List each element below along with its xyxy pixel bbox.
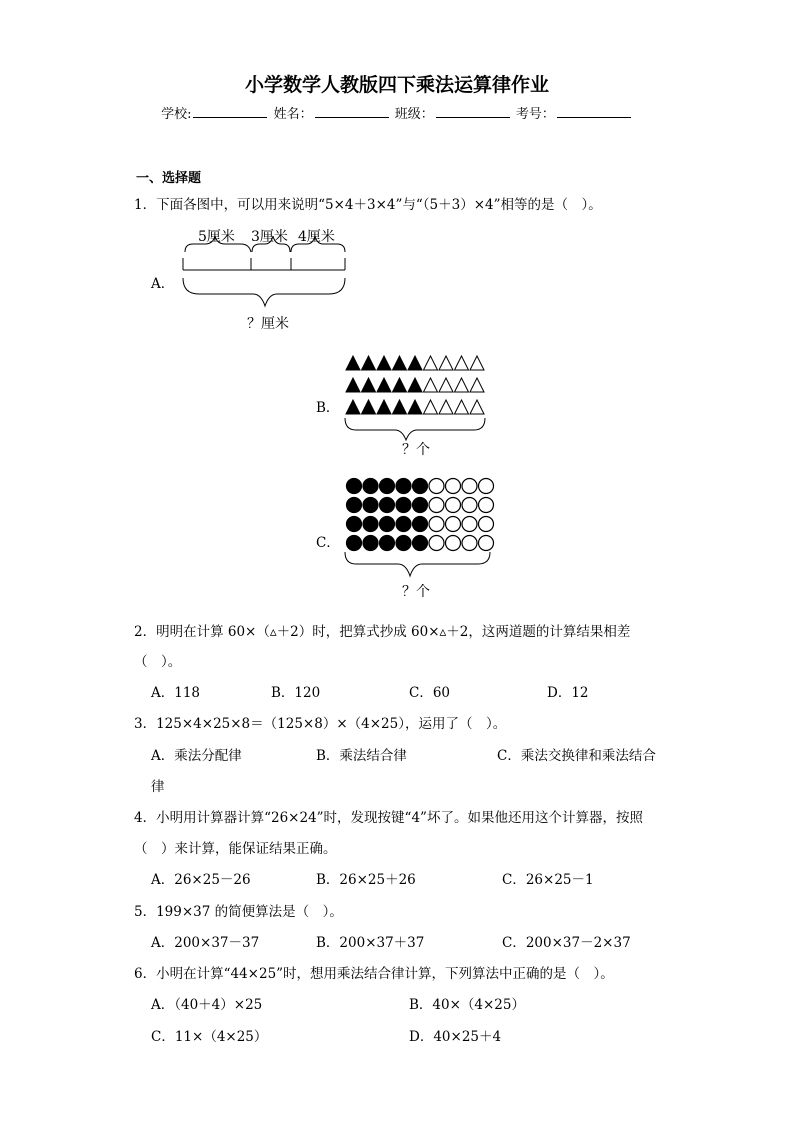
q1-option-a-label: A． [151, 276, 175, 292]
filled-circle [413, 517, 428, 532]
q2-option-b: B．120 [271, 685, 321, 701]
hollow-triangle [439, 378, 453, 392]
brace-circles [345, 552, 490, 576]
filled-triangle [377, 378, 391, 392]
hollow-circle [479, 536, 494, 551]
hollow-circle [429, 517, 444, 532]
hollow-triangle [455, 356, 469, 370]
filled-circle [347, 498, 362, 513]
filled-triangle [346, 378, 360, 392]
filled-triangle [362, 356, 376, 370]
hollow-circle [446, 517, 461, 532]
hollow-triangle [439, 400, 453, 414]
q2-option-c: C．60 [409, 685, 451, 701]
q1-option-c-label: C． [316, 535, 340, 551]
hollow-triangle [470, 378, 484, 392]
filled-circle [396, 536, 411, 551]
filled-circle [347, 479, 362, 494]
question-2-cont: （ ）。 [134, 654, 182, 670]
q6-option-a: A．（40＋4）×25 [151, 997, 263, 1013]
hollow-triangle [470, 400, 484, 414]
q5-option-a: A．200×37－37 [151, 935, 260, 951]
hollow-circle [479, 479, 494, 494]
hollow-circle [429, 536, 444, 551]
hollow-circle [462, 517, 477, 532]
triangles [346, 356, 484, 414]
question-1: 1．下面各图中，可以用来说明“5×4＋3×4”与“（5＋3）×4”相等的是（ ）。 [134, 197, 602, 213]
label-total-triangles: ？个 [402, 442, 430, 458]
school-label: 学校: [161, 107, 192, 122]
hollow-triangle [470, 356, 484, 370]
brace-total [183, 278, 345, 306]
hollow-circle [446, 479, 461, 494]
label-total-circles: ？个 [402, 584, 430, 600]
circle-array [340, 472, 500, 602]
class-label: 班级： [394, 107, 434, 122]
q6-option-d: D．40×25＋4 [409, 1029, 502, 1045]
segment-diagram [175, 224, 355, 336]
circles [347, 479, 494, 551]
name-label: 姓名： [273, 107, 313, 122]
filled-triangle [362, 378, 376, 392]
hollow-triangle [455, 378, 469, 392]
student-info [0, 103, 794, 122]
q5-option-b: B．200×37＋37 [316, 935, 425, 951]
filled-circle [363, 479, 378, 494]
hollow-triangle [424, 378, 438, 392]
filled-circle [363, 498, 378, 513]
filled-circle [363, 536, 378, 551]
filled-circle [396, 498, 411, 513]
q4-option-b: B．26×25＋26 [316, 872, 416, 888]
brace-triangles [345, 418, 485, 440]
filled-circle [413, 479, 428, 494]
filled-circle [347, 517, 362, 532]
filled-triangle [393, 378, 407, 392]
filled-circle [396, 479, 411, 494]
filled-triangle [393, 400, 407, 414]
triangle-array [340, 350, 490, 460]
hollow-circle [429, 479, 444, 494]
filled-circle [380, 479, 395, 494]
q3-option-c: C．乘法交换律和乘法结合 [497, 748, 656, 764]
hollow-circle [446, 498, 461, 513]
class-blank [436, 105, 510, 118]
filled-triangle [408, 378, 422, 392]
question-5: 5．199×37 的简便算法是（ ）。 [134, 904, 343, 920]
question-2: 2．明明在计算 60×（▵＋2）时，把算式抄成 60×▵＋2，这两道题的计算结果相差 [134, 624, 631, 640]
filled-circle [380, 498, 395, 513]
q2-option-d: D．12 [547, 685, 589, 701]
filled-circle [380, 536, 395, 551]
number-blank [557, 105, 631, 118]
q4-option-a: A．26×25－26 [151, 872, 251, 888]
hollow-triangle [424, 400, 438, 414]
filled-circle [363, 517, 378, 532]
filled-circle [380, 517, 395, 532]
hollow-circle [462, 498, 477, 513]
question-6: 6．小明在计算“44×25”时，想用乘法结合律计算，下列算法中正确的是（ ）。 [134, 966, 614, 982]
question-4-cont: （ ）来计算，能保证结果正确。 [134, 841, 337, 857]
section-heading: 一、选择题 [136, 171, 202, 186]
filled-triangle [408, 356, 422, 370]
hollow-circle [479, 498, 494, 513]
q6-option-c: C．11×（4×25） [151, 1029, 268, 1045]
name-blank [315, 105, 389, 118]
filled-triangle [346, 356, 360, 370]
q1-option-b-label: B． [316, 400, 340, 416]
filled-triangle [377, 356, 391, 370]
label-5cm: 5厘米 [198, 229, 235, 245]
page-title: 小学数学人教版四下乘法运算律作业 [244, 74, 549, 96]
filled-circle [396, 517, 411, 532]
school-blank [193, 105, 267, 118]
label-3cm: 3厘米 [251, 229, 288, 245]
hollow-circle [446, 536, 461, 551]
filled-circle [413, 536, 428, 551]
label-total-cm: ？厘米 [247, 316, 289, 332]
hollow-triangle [455, 400, 469, 414]
hollow-triangle [424, 356, 438, 370]
q5-option-c: C．200×37－2×37 [502, 935, 631, 951]
q3-option-a: A．乘法分配律 [151, 748, 242, 764]
filled-triangle [346, 400, 360, 414]
q3-option-c-wrap: 律 [151, 779, 165, 795]
hollow-circle [462, 536, 477, 551]
q3-option-b: B．乘法结合律 [316, 748, 407, 764]
filled-triangle [377, 400, 391, 414]
q6-option-b: B．40×（4×25） [409, 997, 525, 1013]
hollow-circle [462, 479, 477, 494]
filled-circle [347, 536, 362, 551]
question-4: 4．小明用计算器计算“26×24”时，发现按键“4”坏了。如果他还用这个计算器，按照 [134, 810, 643, 826]
q2-option-a: A．118 [151, 685, 201, 701]
filled-circle [413, 498, 428, 513]
hollow-triangle [439, 356, 453, 370]
filled-triangle [393, 356, 407, 370]
number-label: 考号： [515, 107, 555, 122]
hollow-circle [429, 498, 444, 513]
filled-triangle [362, 400, 376, 414]
label-4cm: 4厘米 [298, 229, 335, 245]
hollow-circle [479, 517, 494, 532]
q4-option-c: C．26×25－1 [502, 872, 594, 888]
filled-triangle [408, 400, 422, 414]
question-3: 3．125×4×25×8＝（125×8）×（4×25），运用了（ ）。 [134, 716, 507, 732]
